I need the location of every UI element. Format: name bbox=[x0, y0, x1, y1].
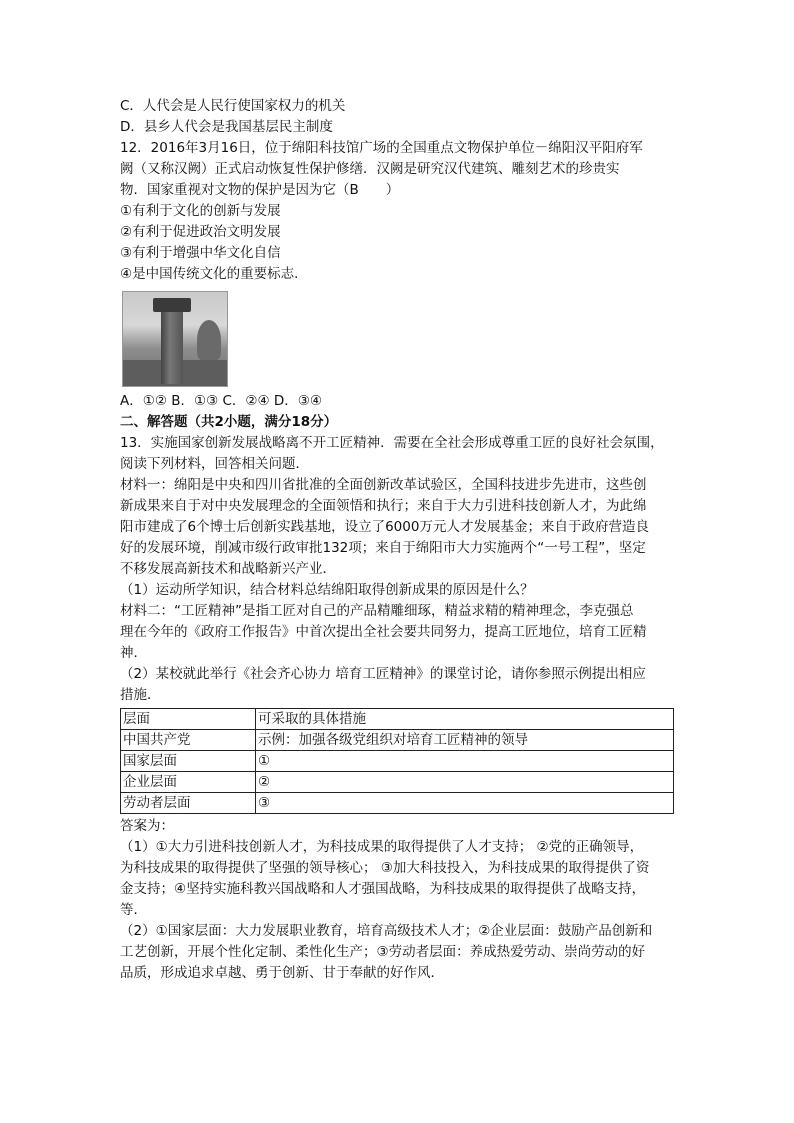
sub-question-1: （1）运动所学知识，结合材料总结绵阳取得创新成果的原因是什么？ bbox=[120, 582, 534, 598]
statement-2: ②有利于促进政治文明发展 bbox=[120, 224, 281, 240]
statement-1: ①有利于文化的创新与发展 bbox=[120, 203, 281, 219]
question-12-line-3: 物．国家重视对文物的保护是因为它（B ） bbox=[120, 182, 400, 198]
material-1-line-1: 材料一：绵阳是中央和四川省批准的全面创新改革试验区，全国科技进步先进市，这些创 bbox=[120, 477, 647, 493]
answer-line-2: 为科技成果的取得提供了坚强的领导核心； ③加大科技投入，为科技成果的取得提供了资 bbox=[120, 860, 650, 876]
table-cell: ② bbox=[256, 772, 674, 793]
material-2-line-1: 材料二：“工匠精神”是指工匠对自己的产品精雕细琢，精益求精的精神理念，李克强总 bbox=[120, 603, 634, 619]
table-cell: 企业层面 bbox=[121, 772, 256, 793]
document-body bbox=[120, 96, 680, 984]
material-1-line-5: 不移发展高新技术和战略新兴产业． bbox=[120, 561, 336, 577]
photo-pillar bbox=[161, 306, 183, 384]
option-d-line: D．县乡人代会是我国基层民主制度 bbox=[120, 119, 333, 135]
han-que-photo bbox=[122, 291, 228, 387]
sub-question-2-line-2: 措施． bbox=[120, 687, 161, 703]
material-1-line-4: 好的发展环境，削减市级行政审批132项；来自于绵阳市大力实施两个“一号工程”，坚定 bbox=[120, 540, 646, 556]
table-header-cell: 层面 bbox=[121, 709, 256, 730]
material-1-line-3: 阳市建成了6个博士后创新实践基地，设立了6000万元人才发展基金；来自于政府营造良 bbox=[120, 519, 649, 535]
answer-line-6: 工艺创新，开展个性化定制、柔性化生产；③劳动者层面：养成热爱劳动、崇尚劳动的好 bbox=[120, 944, 646, 960]
material-2-line-3: 神． bbox=[120, 645, 147, 661]
section-heading: 二、解答题（共2小题，满分18分） bbox=[120, 414, 338, 430]
measures-table bbox=[120, 708, 674, 814]
answer-line-7: 品质，形成追求卓越、勇于创新、甘于奉献的好作风． bbox=[120, 965, 444, 981]
answer-line-4: 等． bbox=[120, 902, 147, 918]
option-c-line: C．人代会是人民行使国家权力的机关 bbox=[120, 98, 346, 114]
answer-label: 答案为： bbox=[120, 818, 174, 834]
question-13-line-2: 阅读下列材料，回答相关问题． bbox=[120, 456, 309, 472]
table-cell: ① bbox=[256, 751, 674, 772]
material-2-line-2: 理在今年的《政府工作报告》中首次提出全社会要共同努力，提高工匠地位，培育工匠精 bbox=[120, 624, 647, 640]
table-row bbox=[121, 751, 674, 772]
statement-4: ④是中国传统文化的重要标志． bbox=[120, 266, 308, 282]
question-12-line-2: 阙（又称汉阙）正式启动恢复性保护修缮．汉阙是研究汉代建筑、雕刻艺术的珍贵实 bbox=[120, 161, 620, 177]
question-13-line-1: 13．实施国家创新发展战略离不开工匠精神．需要在全社会形成尊重工匠的良好社会氛围， bbox=[120, 435, 664, 451]
material-1-line-2: 新成果来自于对中央发展理念的全面领悟和执行；来自于大力引进科技创新人才，为此绵 bbox=[120, 498, 647, 514]
table-cell: ③ bbox=[256, 793, 674, 814]
table-cell: 示例：加强各级党组织对培育工匠精神的领导 bbox=[256, 730, 674, 751]
photo-tree bbox=[197, 320, 221, 360]
table-cell: 国家层面 bbox=[121, 751, 256, 772]
question-12-line-1: 12．2016年3月16日，位于绵阳科技馆广场的全国重点文物保护单位－绵阳汉平阳府军 bbox=[120, 140, 643, 156]
table-cell: 中国共产党 bbox=[121, 730, 256, 751]
table-row bbox=[121, 793, 674, 814]
sub-question-2-line-1: （2）某校就此举行《社会齐心协力 培育工匠精神》的课堂讨论，请你参照示例提出相应 bbox=[120, 666, 646, 682]
table-header-cell: 可采取的具体措施 bbox=[256, 709, 674, 730]
answer-line-3: 金支持；④坚持实施科教兴国战略和人才强国战略，为科技成果的取得提供了战略支持， bbox=[120, 881, 646, 897]
answer-line-1: （1）①大力引进科技创新人才，为科技成果的取得提供了人才支持； ②党的正确领导， bbox=[120, 839, 644, 855]
table-header-row bbox=[121, 709, 674, 730]
answer-line-5: （2）①国家层面：大力发展职业教育，培育高级技术人才；②企业层面：鼓励产品创新和 bbox=[120, 923, 653, 939]
table-row bbox=[121, 730, 674, 751]
photo-pillar-cap bbox=[153, 298, 191, 312]
answer-options: A．①② B．①③ C．②④ D．③④ bbox=[120, 393, 323, 409]
table-row bbox=[121, 772, 674, 793]
table-cell: 劳动者层面 bbox=[121, 793, 256, 814]
statement-3: ③有利于增强中华文化自信 bbox=[120, 245, 281, 261]
